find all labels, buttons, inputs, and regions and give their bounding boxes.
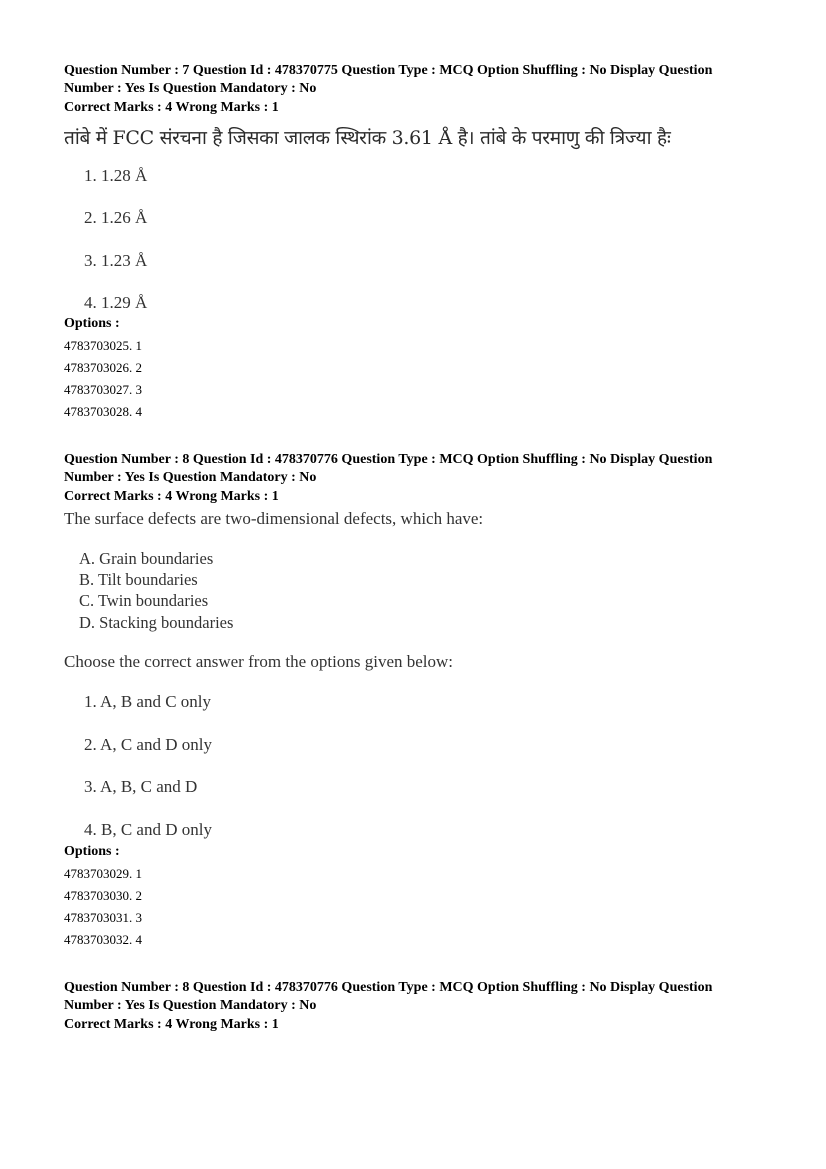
option-id: 4783703028. 4 (64, 404, 142, 419)
marks-line: Correct Marks : 4 Wrong Marks : 1 (64, 489, 279, 504)
question-header-line: Question Number : 8 Question Id : 478370776 Question Type : MCQ Option Shuffling : No Display Question (64, 980, 713, 995)
question-header-line: Question Number : 7 Question Id : 478370775 Question Type : MCQ Option Shuffling : No Display Question (64, 63, 713, 78)
answer-choice: 3. A, B, C and D (84, 777, 198, 796)
answer-choice: 3. 1.23 Å (84, 251, 148, 270)
statement-item: B. Tilt boundaries (79, 570, 198, 589)
question-stem: The surface defects are two-dimensional defects, which have: (64, 509, 484, 528)
answer-choice: 1. 1.28 Å (84, 166, 148, 185)
answer-choice: 2. 1.26 Å (84, 208, 148, 227)
option-id: 4783703030. 2 (64, 888, 142, 903)
question-header-line: Number : Yes Is Question Mandatory : No (64, 998, 317, 1013)
option-id: 4783703026. 2 (64, 360, 142, 375)
question-stem: तांबे में FCC संरचना है जिसका जालक स्थिरांक 3.61 Å है। तांबे के परमाणु की त्रिज्या हैः (64, 127, 671, 149)
answer-choice: 1. A, B and C only (84, 692, 212, 711)
options-label: Options : (64, 844, 120, 859)
statement-item: A. Grain boundaries (79, 549, 214, 568)
answer-choice: 2. A, C and D only (84, 735, 212, 754)
statement-item: D. Stacking boundaries (79, 613, 234, 632)
marks-line: Correct Marks : 4 Wrong Marks : 1 (64, 100, 279, 115)
options-label: Options : (64, 316, 120, 331)
question-header-line: Number : Yes Is Question Mandatory : No (64, 470, 317, 485)
answer-choice: 4. B, C and D only (84, 820, 212, 839)
option-id: 4783703032. 4 (64, 932, 142, 947)
statement-item: C. Twin boundaries (79, 591, 209, 610)
option-id: 4783703031. 3 (64, 910, 142, 925)
option-id: 4783703025. 1 (64, 338, 142, 353)
instruction-text: Choose the correct answer from the options given below: (64, 652, 454, 671)
question-header-line: Number : Yes Is Question Mandatory : No (64, 81, 317, 96)
question-header-line: Question Number : 8 Question Id : 478370776 Question Type : MCQ Option Shuffling : No Display Question (64, 452, 713, 467)
option-id: 4783703029. 1 (64, 866, 142, 881)
marks-line: Correct Marks : 4 Wrong Marks : 1 (64, 1017, 279, 1032)
answer-choice: 4. 1.29 Å (84, 293, 148, 312)
option-id: 4783703027. 3 (64, 382, 142, 397)
